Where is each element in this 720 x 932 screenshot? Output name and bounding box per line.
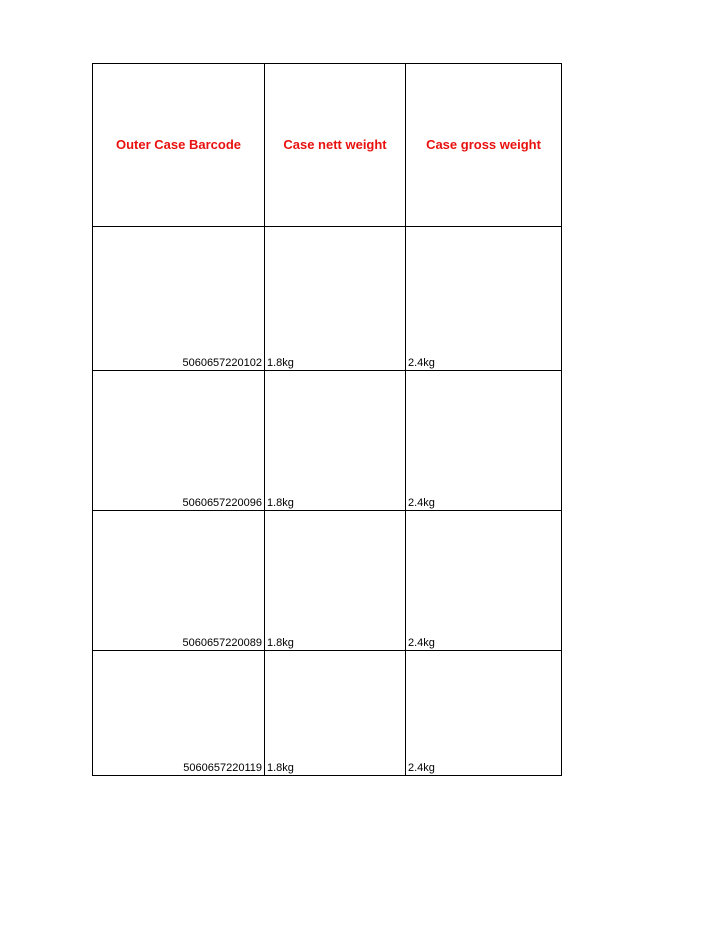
product-table — [92, 63, 562, 776]
header-case-gross-weight: Case gross weight — [406, 64, 562, 227]
nett-weight-cell: 1.8kg — [265, 227, 406, 371]
nett-weight-cell: 1.8kg — [265, 371, 406, 511]
barcode-cell: 5060657220102 — [93, 227, 265, 371]
gross-weight-cell: 2.4kg — [406, 651, 562, 776]
header-row — [93, 64, 562, 227]
table-row — [93, 227, 562, 371]
header-outer-case-barcode: Outer Case Barcode — [93, 64, 265, 227]
table-row — [93, 651, 562, 776]
barcode-cell: 5060657220119 — [93, 651, 265, 776]
table-row — [93, 511, 562, 651]
barcode-cell: 5060657220096 — [93, 371, 265, 511]
table-row — [93, 371, 562, 511]
gross-weight-cell: 2.4kg — [406, 227, 562, 371]
header-case-nett-weight: Case nett weight — [265, 64, 406, 227]
gross-weight-cell: 2.4kg — [406, 371, 562, 511]
nett-weight-cell: 1.8kg — [265, 511, 406, 651]
gross-weight-cell: 2.4kg — [406, 511, 562, 651]
nett-weight-cell: 1.8kg — [265, 651, 406, 776]
barcode-cell: 5060657220089 — [93, 511, 265, 651]
